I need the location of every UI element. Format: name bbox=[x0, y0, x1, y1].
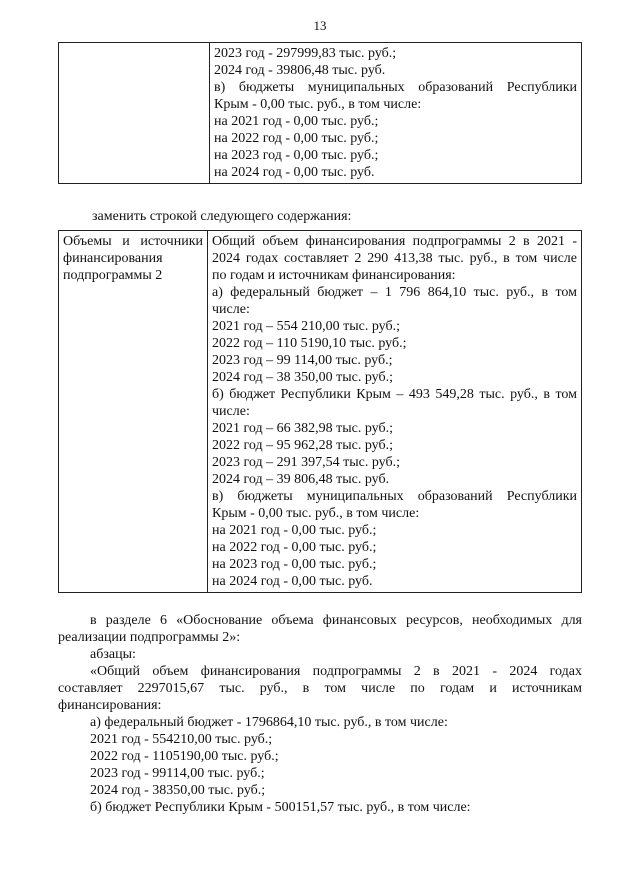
text-line: 2022 год – 110 5190,10 тыс. руб.; bbox=[212, 336, 407, 351]
text-line: подпрограммы 2 bbox=[63, 268, 163, 283]
text-line: 2021 год – 554 210,00 тыс. руб.; bbox=[212, 319, 400, 334]
text-line: 2021 год – 66 382,98 тыс. руб.; bbox=[212, 421, 393, 436]
replace-instruction: заменить строкой следующего содержания: bbox=[92, 209, 352, 224]
text-line: на 2023 год - 0,00 тыс. руб.; bbox=[214, 148, 379, 163]
text-line: на 2021 год - 0,00 тыс. руб.; bbox=[214, 114, 379, 129]
text-line: на 2024 год - 0,00 тыс. руб. bbox=[212, 574, 373, 589]
text-line: числе: bbox=[212, 302, 250, 317]
text-line: на 2021 год - 0,00 тыс. руб.; bbox=[212, 523, 377, 538]
text-line: составляет 2297015,67 тыс. руб., в том числе по годам и источникам bbox=[58, 681, 582, 696]
table-cell-heading bbox=[59, 231, 208, 593]
text-line: финансирования bbox=[63, 251, 163, 266]
text-line: на 2024 год - 0,00 тыс. руб. bbox=[214, 165, 375, 180]
section-6-amendment bbox=[58, 612, 582, 816]
text-line: числе: bbox=[212, 404, 250, 419]
table-cell-funding-text bbox=[208, 231, 582, 593]
table-continued bbox=[58, 42, 582, 184]
text-line: на 2022 год - 0,00 тыс. руб.; bbox=[212, 540, 377, 555]
text-line: б) бюджет Республики Крым - 500151,57 тыс. руб., в том числе: bbox=[90, 800, 471, 815]
text-line: 2022 год - 1105190,00 тыс. руб.; bbox=[90, 749, 279, 764]
text-line: Крым - 0,00 тыс. руб., в том числе: bbox=[214, 97, 422, 112]
text-line: на 2022 год - 0,00 тыс. руб.; bbox=[214, 131, 379, 146]
text-line: 2022 год – 95 962,28 тыс. руб.; bbox=[212, 438, 393, 453]
page-number: 13 bbox=[313, 18, 327, 33]
text-line: «Общий объем финансирования подпрограммы 2 в 2021 - 2024 годах bbox=[90, 664, 582, 679]
text-line: 2024 год - 39806,48 тыс. руб. bbox=[214, 63, 386, 78]
text-line: б) бюджет Республики Крым – 493 549,28 тыс. руб., в том bbox=[212, 387, 577, 402]
text-line: 2024 годах составляет 2 290 413,38 тыс. руб., в том числе bbox=[212, 251, 577, 266]
text-line: в разделе 6 «Обоснование объема финансовых ресурсов, необходимых для bbox=[90, 613, 582, 628]
text-line: Общий объем финансирования подпрограммы 2 в 2021 - bbox=[212, 234, 577, 249]
table-replacement bbox=[58, 230, 582, 593]
text-line: Объемы и источники bbox=[63, 234, 203, 249]
text-line: 2023 год - 99114,00 тыс. руб.; bbox=[90, 766, 265, 781]
text-line: 2024 год - 38350,00 тыс. руб.; bbox=[90, 783, 266, 798]
text-line: финансирования: bbox=[58, 698, 162, 713]
text-line: 2023 год - 297999,83 тыс. руб.; bbox=[214, 46, 397, 61]
table-cell-funding-text bbox=[210, 43, 582, 184]
text-line: а) федеральный бюджет - 1796864,10 тыс. руб., в том числе: bbox=[90, 715, 448, 730]
text-line: 2021 год - 554210,00 тыс. руб.; bbox=[90, 732, 273, 747]
text-line: а) федеральный бюджет – 1 796 864,10 тыс. руб., в том bbox=[212, 285, 577, 300]
text-line: 2023 год – 291 397,54 тыс. руб.; bbox=[212, 455, 400, 470]
text-line: 2024 год – 38 350,00 тыс. руб.; bbox=[212, 370, 393, 385]
text-line: по годам и источникам финансирования: bbox=[212, 268, 456, 283]
text-line: 2023 год – 99 114,00 тыс. руб.; bbox=[212, 353, 393, 368]
text-line: в) бюджеты муниципальных образований Республики bbox=[214, 80, 577, 95]
text-line: на 2023 год - 0,00 тыс. руб.; bbox=[212, 557, 377, 572]
text-line: Крым - 0,00 тыс. руб., в том числе: bbox=[212, 506, 420, 521]
text-line: 2024 год – 39 806,48 тыс. руб. bbox=[212, 472, 390, 487]
table-row bbox=[59, 231, 582, 593]
table-cell-empty bbox=[59, 43, 210, 184]
text-line: в) бюджеты муниципальных образований Республики bbox=[212, 489, 577, 504]
text-line: реализации подпрограммы 2»: bbox=[58, 630, 241, 645]
text-line: абзацы: bbox=[90, 647, 136, 662]
table-row bbox=[59, 43, 582, 184]
